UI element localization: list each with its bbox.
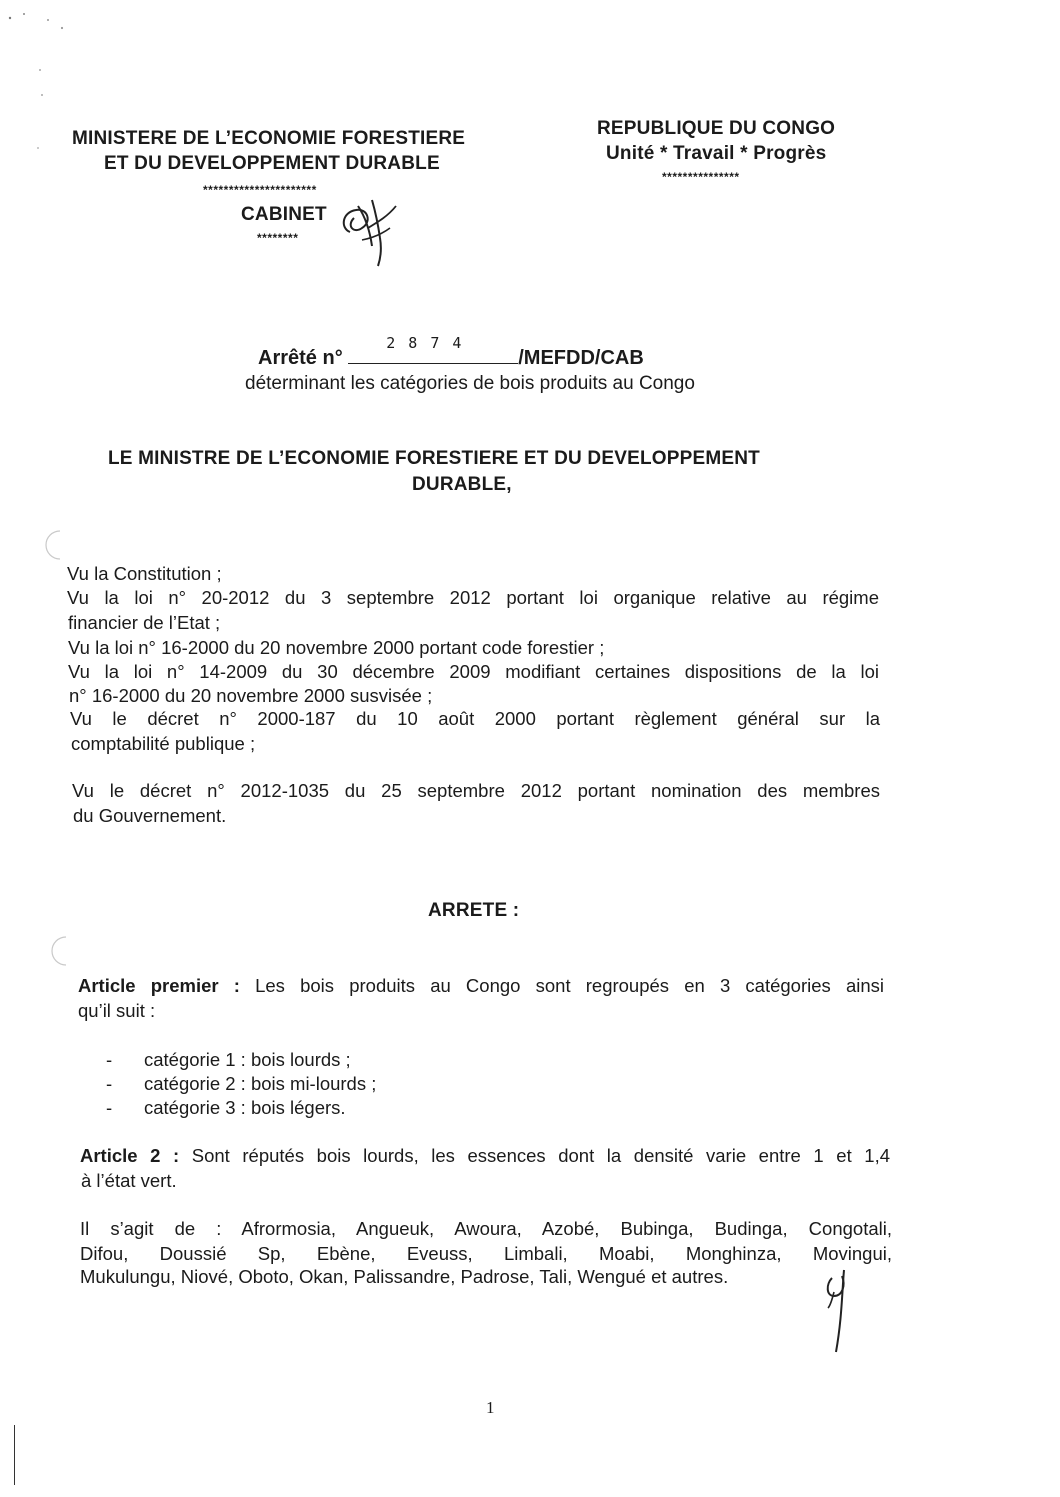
category-label: catégorie 3 : bois légers. bbox=[144, 1097, 346, 1118]
visa-line: Vu la loi n° 14-2009 du 30 décembre 2009 modifiant certaines dispositions de la loi bbox=[68, 661, 879, 682]
article2-title: Article 2 : bbox=[80, 1145, 180, 1166]
decree-number: 2 8 7 4 bbox=[386, 334, 464, 352]
article2-text: Sont réputés bois lourds, les essences dont la densité varie entre 1 et 1,4 bbox=[191, 1145, 891, 1166]
list-bullet: - bbox=[106, 1049, 113, 1070]
article2-text-cont: à l’état vert. bbox=[81, 1170, 177, 1191]
ministry-name-line1: MINISTERE DE L’ECONOMIE FORESTIERE bbox=[72, 128, 466, 149]
article1-paragraph bbox=[78, 975, 884, 997]
visa-line: Vu la Constitution ; bbox=[67, 563, 222, 584]
page-number: 1 bbox=[486, 1398, 495, 1417]
visa-line: Vu le décret n° 2012-1035 du 25 septembre 2012 portant nomination des membres bbox=[72, 780, 880, 801]
visa-line: Vu la loi n° 20-2012 du 3 septembre 2012 portant loi organique relative au régime bbox=[67, 587, 879, 608]
category-list-item bbox=[106, 1097, 346, 1119]
handwritten-paraph bbox=[812, 1262, 862, 1358]
country-name: REPUBLIQUE DU CONGO bbox=[597, 118, 836, 139]
handwritten-initials bbox=[332, 188, 402, 268]
article2-paragraph bbox=[80, 1145, 890, 1167]
species-list-line: Difou, Doussié Sp, Ebène, Eveuss, Limbali, Moabi, Monghinza, Movingui, bbox=[80, 1243, 892, 1264]
article1-text: Les bois produits au Congo sont regroupés en 3 catégories ainsi bbox=[255, 975, 884, 996]
visa-line: comptabilité publique ; bbox=[71, 733, 256, 754]
scan-specks bbox=[0, 0, 80, 160]
ministry-separator-stars: ********************** bbox=[203, 183, 317, 197]
visa-line: Vu le décret n° 2000-187 du 10 août 2000 portant règlement général sur la bbox=[70, 708, 880, 729]
punch-hole-mark bbox=[34, 528, 64, 562]
article1-title: Article premier : bbox=[78, 975, 240, 996]
decree-subject: déterminant les catégories de bois produits au Congo bbox=[245, 373, 695, 394]
decree-suffix: /MEFDD/CAB bbox=[518, 347, 644, 369]
decree-number-field bbox=[348, 334, 518, 364]
visa-line: du Gouvernement. bbox=[73, 805, 227, 826]
category-list-item bbox=[106, 1073, 376, 1095]
visa-line: Vu la loi n° 16-2000 du 20 novembre 2000 portant code forestier ; bbox=[68, 637, 605, 658]
decree-title bbox=[258, 334, 644, 370]
authority-line1: LE MINISTRE DE L’ECONOMIE FORESTIERE ET DU DEVELOPPEMENT bbox=[108, 448, 760, 469]
category-list-item bbox=[106, 1049, 351, 1071]
category-label: catégorie 2 : bois mi-lourds ; bbox=[144, 1073, 377, 1094]
visa-line: n° 16-2000 du 20 novembre 2000 susvisée ; bbox=[69, 685, 433, 706]
article1-text-cont: qu’il suit : bbox=[78, 1000, 156, 1021]
category-label: catégorie 1 : bois lourds ; bbox=[144, 1049, 351, 1070]
authority-line2: DURABLE, bbox=[412, 474, 512, 495]
scan-edge-line bbox=[14, 1425, 15, 1485]
punch-hole-mark bbox=[40, 934, 70, 968]
country-separator-stars: *************** bbox=[662, 170, 740, 184]
arrete-heading: ARRETE : bbox=[428, 900, 520, 921]
cabinet-label: CABINET bbox=[241, 204, 327, 225]
list-bullet: - bbox=[106, 1073, 113, 1094]
decree-prefix: Arrêté n° bbox=[258, 347, 343, 369]
national-motto: Unité * Travail * Progrès bbox=[606, 143, 827, 164]
visa-line: financier de l’Etat ; bbox=[68, 612, 221, 633]
species-list-line: Mukulungu, Niové, Oboto, Okan, Palissandre, Padrose, Tali, Wengué et autres. bbox=[80, 1266, 729, 1287]
ministry-name-line2: ET DU DEVELOPPEMENT DURABLE bbox=[104, 153, 440, 174]
cabinet-separator-stars: ******** bbox=[257, 231, 299, 245]
list-bullet: - bbox=[106, 1097, 113, 1118]
species-list-line: Il s’agit de : Afrormosia, Angueuk, Awoura, Azobé, Bubinga, Budinga, Congotali, bbox=[80, 1218, 892, 1239]
